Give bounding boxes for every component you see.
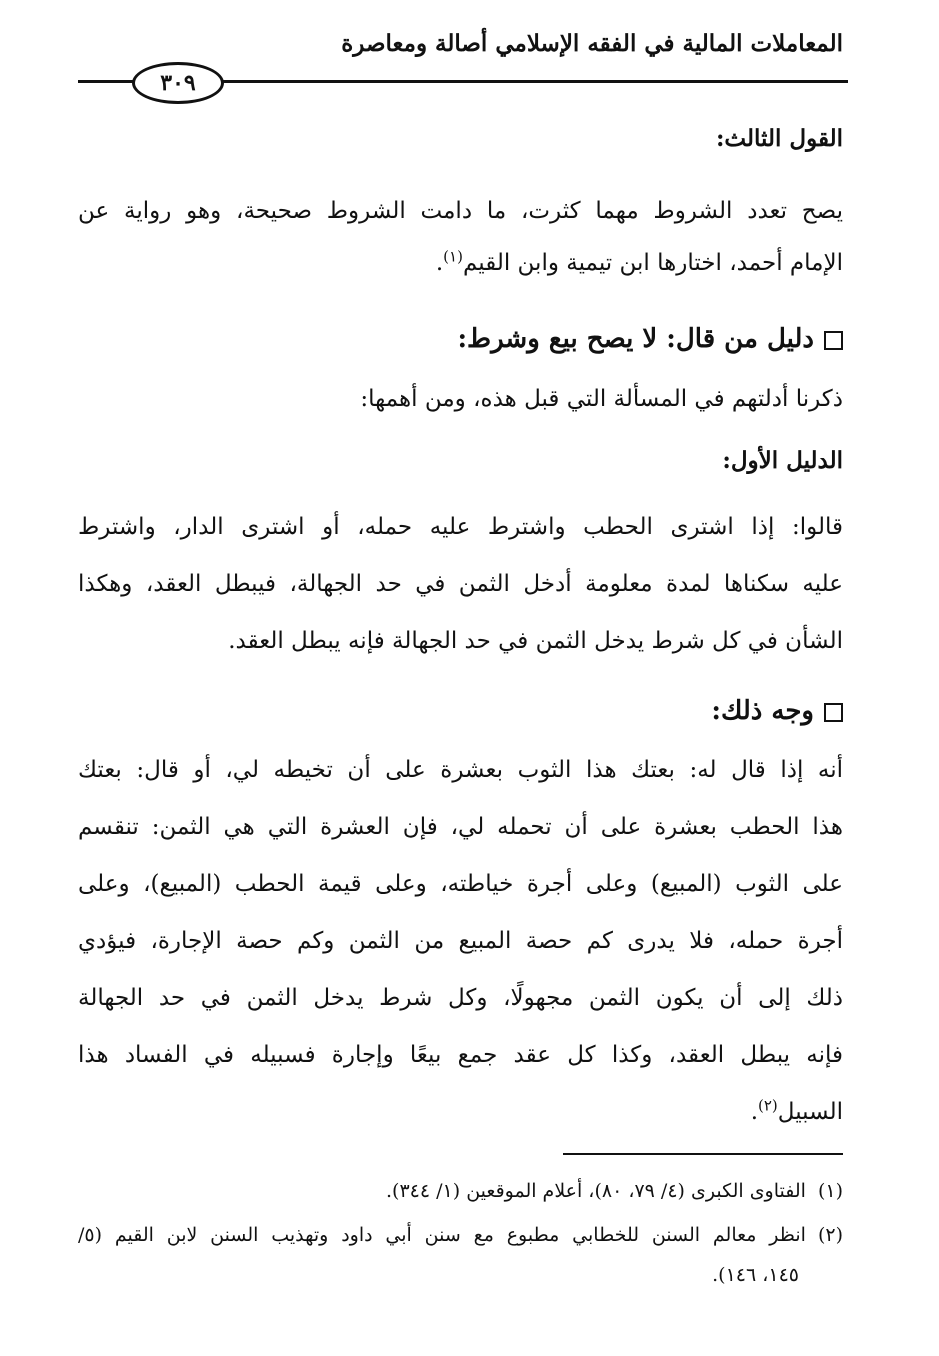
footnote-2-line-1 <box>78 1222 843 1248</box>
footnote-2-line-2: ١٤٥، ١٤٦). <box>712 1264 799 1286</box>
paragraph-4-line-3: على الثوب (المبيع) وعلى أجرة خياطته، وعلى قيمة الحطب (المبيع)، وعلى <box>78 871 843 897</box>
footnote-1 <box>386 1178 843 1204</box>
footnote-1-text: الفتاوى الكبرى (٤/ ٧٩، ٨٠)، أعلام الموقعين (١/ ٣٤٤). <box>386 1180 806 1202</box>
paragraph-4-end: . <box>750 1099 758 1125</box>
paragraph-3-line-2: عليه سكناها لمدة معلومة أدخل الثمن في حد الجهالة، فيبطل العقد، وهكذا <box>78 571 843 597</box>
paragraph-4-line-1: أنه إذا قال له: بعتك هذا الثوب بعشرة على أن تخيطه لي، أو قال: بعتك <box>78 757 843 783</box>
footnote-rule <box>563 1153 843 1155</box>
paragraph-4-text: السبيل <box>777 1099 843 1125</box>
paragraph-1-line-2 <box>436 248 843 278</box>
running-title: المعاملات المالية في الفقه الإسلامي أصالة ومعاصرة <box>341 30 843 57</box>
footnote-ref-2: (٢) <box>758 1096 778 1115</box>
heading-reason <box>711 696 843 726</box>
footnote-2-text: انظر معالم السنن للخطابي مطبوع مع سنن أبي داود وتهذيب السنن لابن القيم (٥/ <box>78 1224 806 1246</box>
paragraph-3-line-3: الشأن في كل شرط يدخل الثمن في حد الجهالة فإنه يبطل العقد. <box>228 628 843 654</box>
heading-evidence <box>457 324 843 354</box>
paragraph-4-line-4: أجرة حمله، فلا يدرى كم حصة المبيع من الثمن وكم حصة الإجارة، فيؤدي <box>78 928 843 954</box>
paragraph-4-line-5: ذلك إلى أن يكون الثمن مجهولًا، وكل شرط يدخل الثمن في حد الجهالة <box>78 985 843 1011</box>
paragraph-1-line-1: يصح تعدد الشروط مهما كثرت، ما دامت الشروط صحيحة، وهو رواية عن <box>78 198 843 224</box>
footnote-ref-1: (١) <box>443 247 463 266</box>
paragraph-4-line-7 <box>751 1097 843 1127</box>
checkbox-square-icon <box>824 331 843 350</box>
heading-first-evidence: الدليل الأول: <box>722 447 843 474</box>
heading-evidence-text: دليل من قال: لا يصح بيع وشرط: <box>457 324 814 354</box>
heading-reason-text: وجه ذلك: <box>711 696 814 726</box>
paragraph-1-text: الإمام أحمد، اختارها ابن تيمية وابن القيم <box>462 250 843 276</box>
checkbox-square-icon <box>824 703 843 722</box>
heading-third-opinion: القول الثالث: <box>715 125 843 152</box>
page-number: ٣٠٩ <box>132 62 224 104</box>
footnote-2-number: (٢) <box>817 1224 843 1246</box>
paragraph-3-line-1: قالوا: إذا اشترى الحطب واشترط عليه حمله، أو اشترى الدار، واشترط <box>78 514 843 540</box>
paragraph-2: ذكرنا أدلتهم في المسألة التي قبل هذه، ومن أهمها: <box>360 386 843 412</box>
paragraph-1-end: . <box>435 250 444 276</box>
paragraph-4-line-6: فإنه يبطل العقد، وكذا كل عقد جمع بيعًا وإجارة فسبيله في الفساد هذا <box>78 1042 843 1068</box>
paragraph-4-line-2: هذا الحطب بعشرة على أن تحمله لي، فإن العشرة التي هي الثمن: تنقسم <box>78 814 843 840</box>
footnote-1-number: (١) <box>817 1180 843 1202</box>
